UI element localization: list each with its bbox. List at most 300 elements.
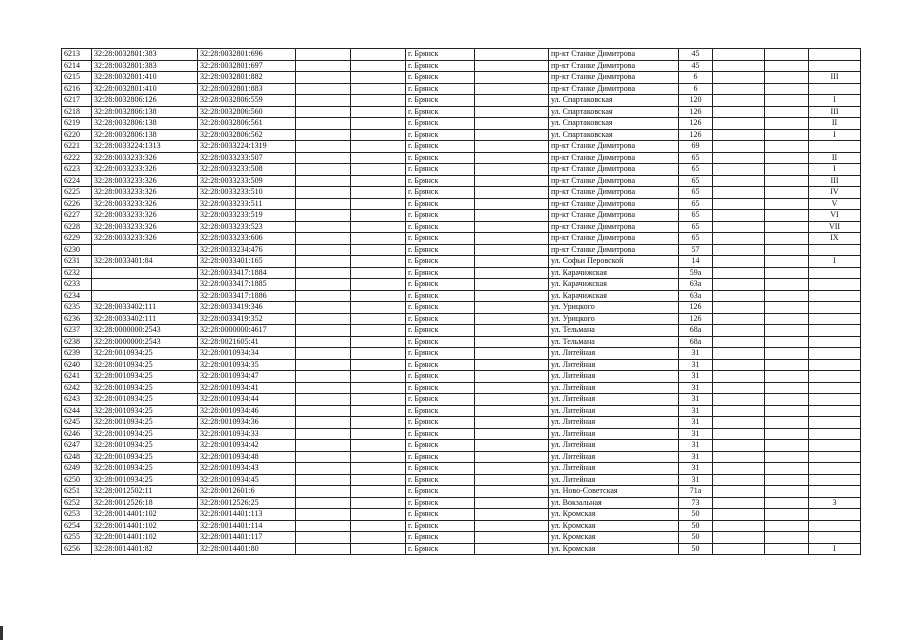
object-cadastral-number-cell: 32:28:0033417:1885 <box>198 279 296 291</box>
street-cell: ул. Спартаковская <box>549 118 679 130</box>
empty-cell <box>475 72 549 84</box>
empty-cell <box>296 187 351 199</box>
house-number-cell: 73 <box>679 497 713 509</box>
empty-cell <box>475 394 549 406</box>
city-cell: г. Брянск <box>406 187 475 199</box>
premises-mark-cell: I <box>809 129 861 141</box>
empty-cell <box>475 486 549 498</box>
object-cadastral-number-cell: 32:28:0032801:696 <box>198 49 296 61</box>
empty-cell <box>351 543 406 555</box>
premises-mark-cell <box>809 49 861 61</box>
empty-cell <box>296 428 351 440</box>
parent-cadastral-number-cell: 32:28:0010934:25 <box>92 463 198 475</box>
premises-mark-cell <box>809 325 861 337</box>
object-cadastral-number-cell: 32:28:0033417:1884 <box>198 267 296 279</box>
empty-cell <box>713 543 765 555</box>
parent-cadastral-number-cell: 32:28:0010934:25 <box>92 440 198 452</box>
empty-cell <box>296 509 351 521</box>
empty-cell <box>296 325 351 337</box>
empty-cell <box>296 279 351 291</box>
empty-cell <box>351 141 406 153</box>
city-cell: г. Брянск <box>406 95 475 107</box>
row-number-cell: 6229 <box>62 233 92 245</box>
empty-cell <box>351 509 406 521</box>
premises-mark-cell: II <box>809 152 861 164</box>
empty-cell <box>351 440 406 452</box>
house-number-cell: 71а <box>679 486 713 498</box>
parent-cadastral-number-cell: 32:28:0010934:25 <box>92 348 198 360</box>
row-number-cell: 6245 <box>62 417 92 429</box>
row-number-cell: 6255 <box>62 532 92 544</box>
parent-cadastral-number-cell: 32:28:0032806:138 <box>92 118 198 130</box>
house-number-cell: 31 <box>679 451 713 463</box>
table-row <box>62 290 861 302</box>
row-number-cell: 6235 <box>62 302 92 314</box>
empty-cell <box>713 313 765 325</box>
house-number-cell: 31 <box>679 394 713 406</box>
empty-cell <box>351 428 406 440</box>
empty-cell <box>765 509 809 521</box>
premises-mark-cell <box>809 382 861 394</box>
house-number-cell: 31 <box>679 405 713 417</box>
table-row <box>62 106 861 118</box>
premises-mark-cell <box>809 279 861 291</box>
house-number-cell: 45 <box>679 60 713 72</box>
empty-cell <box>765 187 809 199</box>
row-number-cell: 6226 <box>62 198 92 210</box>
registry-rows <box>62 49 861 555</box>
object-cadastral-number-cell: 32:28:0033419:352 <box>198 313 296 325</box>
house-number-cell: 6 <box>679 72 713 84</box>
house-number-cell: 126 <box>679 118 713 130</box>
table-row <box>62 486 861 498</box>
street-cell: ул. Тельмана <box>549 325 679 337</box>
table-row <box>62 474 861 486</box>
city-cell: г. Брянск <box>406 417 475 429</box>
empty-cell <box>713 440 765 452</box>
empty-cell <box>351 290 406 302</box>
empty-cell <box>475 129 549 141</box>
row-number-cell: 6236 <box>62 313 92 325</box>
object-cadastral-number-cell: 32:28:0032806:559 <box>198 95 296 107</box>
object-cadastral-number-cell: 32:28:0014401:80 <box>198 543 296 555</box>
table-row <box>62 267 861 279</box>
parent-cadastral-number-cell: 32:28:0033233:326 <box>92 187 198 199</box>
street-cell: пр-кт Станке Димитрова <box>549 210 679 222</box>
house-number-cell: 65 <box>679 152 713 164</box>
empty-cell <box>475 405 549 417</box>
empty-cell <box>713 451 765 463</box>
empty-cell <box>475 497 549 509</box>
object-cadastral-number-cell: 32:28:0010934:48 <box>198 451 296 463</box>
parent-cadastral-number-cell: 32:28:0010934:25 <box>92 405 198 417</box>
parent-cadastral-number-cell: 32:28:0014401:102 <box>92 532 198 544</box>
object-cadastral-number-cell: 32:28:0032801:883 <box>198 83 296 95</box>
premises-mark-cell: I <box>809 95 861 107</box>
street-cell: ул. Спартаковская <box>549 95 679 107</box>
empty-cell <box>713 394 765 406</box>
empty-cell <box>765 210 809 222</box>
row-number-cell: 6239 <box>62 348 92 360</box>
empty-cell <box>475 417 549 429</box>
house-number-cell: 31 <box>679 474 713 486</box>
row-number-cell: 6251 <box>62 486 92 498</box>
table-row <box>62 313 861 325</box>
empty-cell <box>296 49 351 61</box>
row-number-cell: 6227 <box>62 210 92 222</box>
object-cadastral-number-cell: 32:28:0014401:113 <box>198 509 296 521</box>
table-row <box>62 72 861 84</box>
table-row <box>62 221 861 233</box>
premises-mark-cell <box>809 302 861 314</box>
city-cell: г. Брянск <box>406 405 475 417</box>
empty-cell <box>765 336 809 348</box>
table-row <box>62 244 861 256</box>
empty-cell <box>765 405 809 417</box>
row-number-cell: 6228 <box>62 221 92 233</box>
street-cell: пр-кт Станке Димитрова <box>549 83 679 95</box>
city-cell: г. Брянск <box>406 371 475 383</box>
city-cell: г. Брянск <box>406 509 475 521</box>
empty-cell <box>765 106 809 118</box>
empty-cell <box>713 198 765 210</box>
house-number-cell: 63а <box>679 290 713 302</box>
empty-cell <box>765 244 809 256</box>
premises-mark-cell <box>809 474 861 486</box>
house-number-cell: 126 <box>679 106 713 118</box>
parent-cadastral-number-cell: 32:28:0012526:18 <box>92 497 198 509</box>
street-cell: ул. Литейная <box>549 371 679 383</box>
premises-mark-cell: I <box>809 164 861 176</box>
empty-cell <box>351 463 406 475</box>
empty-cell <box>765 463 809 475</box>
empty-cell <box>351 336 406 348</box>
empty-cell <box>351 302 406 314</box>
empty-cell <box>475 371 549 383</box>
house-number-cell: 45 <box>679 49 713 61</box>
empty-cell <box>765 474 809 486</box>
empty-cell <box>713 359 765 371</box>
street-cell: ул. Карачижская <box>549 267 679 279</box>
house-number-cell: 31 <box>679 371 713 383</box>
empty-cell <box>296 152 351 164</box>
empty-cell <box>351 405 406 417</box>
empty-cell <box>296 440 351 452</box>
parent-cadastral-number-cell: 32:28:0033233:326 <box>92 221 198 233</box>
empty-cell <box>296 405 351 417</box>
empty-cell <box>765 175 809 187</box>
empty-cell <box>475 83 549 95</box>
parent-cadastral-number-cell: 32:28:0033233:326 <box>92 198 198 210</box>
parent-cadastral-number-cell: 32:28:0010934:25 <box>92 474 198 486</box>
empty-cell <box>296 60 351 72</box>
parent-cadastral-number-cell: 32:28:0012502:11 <box>92 486 198 498</box>
object-cadastral-number-cell: 32:28:0000000:4617 <box>198 325 296 337</box>
empty-cell <box>351 60 406 72</box>
object-cadastral-number-cell: 32:28:0033233:511 <box>198 198 296 210</box>
table-row <box>62 152 861 164</box>
empty-cell <box>475 267 549 279</box>
city-cell: г. Брянск <box>406 256 475 268</box>
parent-cadastral-number-cell: 32:28:0010934:25 <box>92 382 198 394</box>
empty-cell <box>296 256 351 268</box>
empty-cell <box>713 428 765 440</box>
house-number-cell: 31 <box>679 359 713 371</box>
empty-cell <box>765 451 809 463</box>
parent-cadastral-number-cell: 32:28:0032801:383 <box>92 60 198 72</box>
empty-cell <box>475 210 549 222</box>
empty-cell <box>713 486 765 498</box>
premises-mark-cell <box>809 394 861 406</box>
premises-mark-cell <box>809 359 861 371</box>
empty-cell <box>765 279 809 291</box>
table-row <box>62 60 861 72</box>
registry-table <box>61 48 861 555</box>
premises-mark-cell: III <box>809 175 861 187</box>
empty-cell <box>351 244 406 256</box>
empty-cell <box>475 164 549 176</box>
object-cadastral-number-cell: 32:28:0021605:41 <box>198 336 296 348</box>
empty-cell <box>713 463 765 475</box>
house-number-cell: 14 <box>679 256 713 268</box>
premises-mark-cell: I <box>809 256 861 268</box>
table-row <box>62 118 861 130</box>
street-cell: пр-кт Станке Димитрова <box>549 221 679 233</box>
empty-cell <box>296 382 351 394</box>
object-cadastral-number-cell: 32:28:0032806:560 <box>198 106 296 118</box>
empty-cell <box>351 72 406 84</box>
table-row <box>62 463 861 475</box>
street-cell: пр-кт Станке Димитрова <box>549 187 679 199</box>
object-cadastral-number-cell: 32:28:0014401:117 <box>198 532 296 544</box>
street-cell: пр-кт Станке Димитрова <box>549 198 679 210</box>
empty-cell <box>296 302 351 314</box>
city-cell: г. Брянск <box>406 451 475 463</box>
empty-cell <box>713 106 765 118</box>
street-cell: ул. Литейная <box>549 348 679 360</box>
empty-cell <box>713 474 765 486</box>
street-cell: ул. Литейная <box>549 440 679 452</box>
empty-cell <box>351 417 406 429</box>
empty-cell <box>296 336 351 348</box>
empty-cell <box>713 175 765 187</box>
empty-cell <box>713 267 765 279</box>
house-number-cell: 6 <box>679 83 713 95</box>
city-cell: г. Брянск <box>406 313 475 325</box>
row-number-cell: 6220 <box>62 129 92 141</box>
empty-cell <box>296 520 351 532</box>
parent-cadastral-number-cell: 32:28:0000000:2543 <box>92 336 198 348</box>
table-row <box>62 325 861 337</box>
street-cell: пр-кт Станке Димитрова <box>549 49 679 61</box>
premises-mark-cell <box>809 532 861 544</box>
table-row <box>62 440 861 452</box>
premises-mark-cell: II <box>809 118 861 130</box>
house-number-cell: 31 <box>679 463 713 475</box>
empty-cell <box>765 49 809 61</box>
object-cadastral-number-cell: 32:28:0010934:33 <box>198 428 296 440</box>
empty-cell <box>296 129 351 141</box>
empty-cell <box>351 118 406 130</box>
city-cell: г. Брянск <box>406 118 475 130</box>
parent-cadastral-number-cell: 32:28:0010934:25 <box>92 394 198 406</box>
premises-mark-cell <box>809 405 861 417</box>
empty-cell <box>765 359 809 371</box>
empty-cell <box>296 164 351 176</box>
empty-cell <box>475 152 549 164</box>
empty-cell <box>713 371 765 383</box>
premises-mark-cell: IX <box>809 233 861 245</box>
city-cell: г. Брянск <box>406 60 475 72</box>
street-cell: ул. Спартаковская <box>549 129 679 141</box>
empty-cell <box>713 509 765 521</box>
house-number-cell: 57 <box>679 244 713 256</box>
empty-cell <box>713 72 765 84</box>
empty-cell <box>475 60 549 72</box>
empty-cell <box>296 290 351 302</box>
street-cell: ул. Карачижская <box>549 290 679 302</box>
row-number-cell: 6243 <box>62 394 92 406</box>
empty-cell <box>765 428 809 440</box>
empty-cell <box>713 244 765 256</box>
row-number-cell: 6238 <box>62 336 92 348</box>
empty-cell <box>351 164 406 176</box>
empty-cell <box>475 325 549 337</box>
table-row <box>62 371 861 383</box>
row-number-cell: 6252 <box>62 497 92 509</box>
house-number-cell: 65 <box>679 164 713 176</box>
row-number-cell: 6216 <box>62 83 92 95</box>
empty-cell <box>475 348 549 360</box>
object-cadastral-number-cell: 32:28:0033401:165 <box>198 256 296 268</box>
parent-cadastral-number-cell: 32:28:0033402:111 <box>92 302 198 314</box>
premises-mark-cell <box>809 290 861 302</box>
empty-cell <box>351 520 406 532</box>
premises-mark-cell <box>809 371 861 383</box>
street-cell: ул. Литейная <box>549 405 679 417</box>
empty-cell <box>351 497 406 509</box>
empty-cell <box>765 520 809 532</box>
empty-cell <box>713 348 765 360</box>
premises-mark-cell <box>809 313 861 325</box>
city-cell: г. Брянск <box>406 336 475 348</box>
empty-cell <box>351 106 406 118</box>
parent-cadastral-number-cell: 32:28:0010934:25 <box>92 451 198 463</box>
house-number-cell: 68а <box>679 325 713 337</box>
house-number-cell: 126 <box>679 302 713 314</box>
empty-cell <box>475 198 549 210</box>
table-row <box>62 210 861 222</box>
parent-cadastral-number-cell <box>92 290 198 302</box>
street-cell: ул. Спартаковская <box>549 106 679 118</box>
table-row <box>62 394 861 406</box>
empty-cell <box>351 256 406 268</box>
empty-cell <box>296 543 351 555</box>
empty-cell <box>296 83 351 95</box>
parent-cadastral-number-cell: 32:28:0032801:410 <box>92 72 198 84</box>
object-cadastral-number-cell: 32:28:0012526:25 <box>198 497 296 509</box>
street-cell: ул. Литейная <box>549 451 679 463</box>
row-number-cell: 6215 <box>62 72 92 84</box>
table-row <box>62 428 861 440</box>
empty-cell <box>765 497 809 509</box>
empty-cell <box>351 129 406 141</box>
parent-cadastral-number-cell: 32:28:0032801:383 <box>92 49 198 61</box>
object-cadastral-number-cell: 32:28:0033233:508 <box>198 164 296 176</box>
empty-cell <box>351 359 406 371</box>
street-cell: ул. Тельмана <box>549 336 679 348</box>
parent-cadastral-number-cell: 32:28:0032806:126 <box>92 95 198 107</box>
parent-cadastral-number-cell: 32:28:0010934:25 <box>92 359 198 371</box>
empty-cell <box>296 348 351 360</box>
empty-cell <box>296 175 351 187</box>
city-cell: г. Брянск <box>406 290 475 302</box>
house-number-cell: 65 <box>679 198 713 210</box>
city-cell: г. Брянск <box>406 198 475 210</box>
premises-mark-cell <box>809 417 861 429</box>
row-number-cell: 6234 <box>62 290 92 302</box>
parent-cadastral-number-cell: 32:28:0014401:82 <box>92 543 198 555</box>
city-cell: г. Брянск <box>406 359 475 371</box>
empty-cell <box>765 60 809 72</box>
empty-cell <box>713 520 765 532</box>
empty-cell <box>475 463 549 475</box>
empty-cell <box>713 152 765 164</box>
city-cell: г. Брянск <box>406 463 475 475</box>
row-number-cell: 6214 <box>62 60 92 72</box>
empty-cell <box>765 382 809 394</box>
city-cell: г. Брянск <box>406 233 475 245</box>
street-cell: пр-кт Станке Димитрова <box>549 152 679 164</box>
parent-cadastral-number-cell <box>92 279 198 291</box>
street-cell: ул. Карачижская <box>549 279 679 291</box>
empty-cell <box>296 244 351 256</box>
empty-cell <box>765 256 809 268</box>
premises-mark-cell <box>809 440 861 452</box>
empty-cell <box>475 359 549 371</box>
table-row <box>62 336 861 348</box>
house-number-cell: 69 <box>679 141 713 153</box>
city-cell: г. Брянск <box>406 428 475 440</box>
row-number-cell: 6240 <box>62 359 92 371</box>
empty-cell <box>296 417 351 429</box>
empty-cell <box>765 440 809 452</box>
object-cadastral-number-cell: 32:28:0032806:561 <box>198 118 296 130</box>
row-number-cell: 6213 <box>62 49 92 61</box>
empty-cell <box>351 175 406 187</box>
table-row <box>62 198 861 210</box>
empty-cell <box>765 302 809 314</box>
row-number-cell: 6218 <box>62 106 92 118</box>
empty-cell <box>765 417 809 429</box>
city-cell: г. Брянск <box>406 520 475 532</box>
street-cell: пр-кт Станке Димитрова <box>549 60 679 72</box>
empty-cell <box>351 210 406 222</box>
parent-cadastral-number-cell: 32:28:0033402:111 <box>92 313 198 325</box>
object-cadastral-number-cell: 32:28:0010934:42 <box>198 440 296 452</box>
empty-cell <box>765 141 809 153</box>
premises-mark-cell: VII <box>809 221 861 233</box>
empty-cell <box>765 394 809 406</box>
empty-cell <box>351 83 406 95</box>
empty-cell <box>296 474 351 486</box>
empty-cell <box>765 72 809 84</box>
object-cadastral-number-cell: 32:28:0010934:43 <box>198 463 296 475</box>
object-cadastral-number-cell: 32:28:0010934:44 <box>198 394 296 406</box>
house-number-cell: 65 <box>679 175 713 187</box>
empty-cell <box>296 486 351 498</box>
city-cell: г. Брянск <box>406 279 475 291</box>
